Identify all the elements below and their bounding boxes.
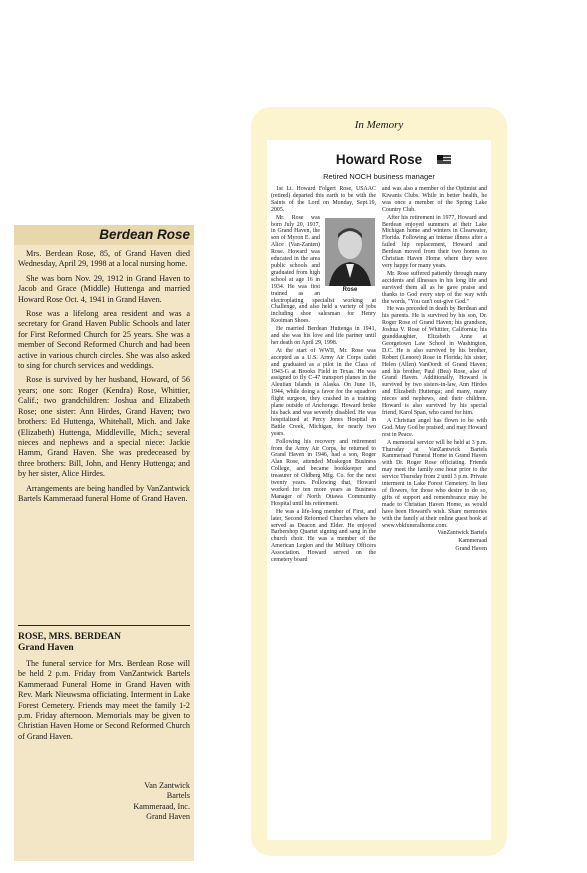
obituary-paragraph: She was born Nov. 29, 1912 in Grand Haven to Jacob and Grace (Middle) Huttenga and married Howard Rose Oct. 4, 1941 in Grand Haven.	[18, 273, 190, 304]
signature-line: Kammeraad, Inc.	[133, 801, 190, 811]
obituary-paragraph: A memorial service will be held at 3 p.m. Thursday at VanZantwick Bartels Kammeraad Funeral Home in Grand Haven with Dr. Roger Rose officiating. Friends may meet the family one hour prior to the service Thursday from 2 until 3 p.m. Private interment in Lake Forest Cemetery. In lieu of flowers, for those who desire to do so, gifts of support and remembrance may be made to Christian Haven Home, as would have been Howard's wish. Share memories with the family at their online guest book at www.vbkfuneralhome.com.	[382, 439, 487, 529]
in-memory-label: In Memory	[354, 119, 404, 131]
obituary-column-2	[382, 186, 487, 554]
obituary-paragraph: Mrs. Berdean Rose, 85, of Grand Haven died Wednesday, April 29, 1998 at a local nursing home.	[18, 249, 190, 269]
obituary-paragraph	[271, 215, 376, 326]
funeral-notice-body	[18, 659, 190, 746]
photo-caption: Rose	[342, 287, 358, 293]
funeral-home-signature: Grand Haven	[455, 546, 487, 553]
funeral-notice-text: The funeral service for Mrs. Berdean Rose will be held 2 p.m. Friday from VanZantwick Bartels Kammeraad Funeral Home in Grand Haven with Rev. Mark Nieuwsma officiating. Interment in Lake Forest Cemetery. Friends may meet the family 1-2 p.m. Friday afternoon. Memorials may be given to Christian Haven Home or Second Reformed Church of Grand Haven.	[18, 659, 190, 741]
obituary-paragraph: Rose was a lifelong area resident and was a secretary for Grand Haven Public Schools and later for First Reformed Church for 25 years. She was a member of Second Reformed Church and had been active in various church circles. She was also asked to sing for church services and weddings.	[18, 309, 190, 371]
obituary-paragraph: He was preceded in death by Berdean and his parents. He is survived by his son, Dr. Roger Rose of Grand Haven; his grandson, Joshua V. Rose of Whittier, California; his granddaughter, Elizabeth Anne at Georgetown Law School in Washington, D.C. He is also survived by his brother, Robert (Lenore) Rose in Florida; his sister, Helen (Allen) VanOordt of Grand Haven; and his brother, Paul (Bea) Rose, also of Grand Haven. Additionally, Howard is survived by two sisters-in-law, Ann Hirdes and Elizabeth Huttenga; and many, many nieces and nephews, and their children. Howard is also survived by his special friend, Karol Span, who cared for him.	[382, 306, 487, 416]
flag-icon	[437, 155, 451, 164]
obituary-paragraph: He was a life-long member of First, and later, Second Reformed Churches where he served as Deacon and Elder. He enjoyed Barbershop Quartet signing and sang in the church choir. He was a member of the American Legion and the Military Officers Association. Howard served on the cemetery board	[271, 508, 376, 564]
funeral-notice-city: Grand Haven	[18, 643, 74, 653]
signature-line: Van Zantwick	[144, 781, 190, 790]
obituary-paragraph: After his retirement in 1977, Howard and Berdean enjoyed summers at their Lake Michigan home and winters in Clearwater, Florida. Following an intense illness after a failed hip replacement, Howard and Berdean moved from their two homes to Christian Haven Home where they were very happy for many years.	[382, 214, 487, 269]
obituary-paragraph-text: Mr. Rose was born July 20, 1917, in Grand Haven, the son of Myron E. and Alice (Van-Zanten) Rose. Howard was educated in the area public schools and graduated from high school at age 16 in 1934. He was first trained as an electroplating specialist working at Challenge, and also held a variety of jobs including shoe salesman for Henry Kooiman Shoes.	[271, 214, 376, 325]
funeral-home-signature: Kammeraad	[458, 538, 487, 545]
obituary-body	[18, 249, 190, 508]
obituary-paragraph: Mr. Rose suffered patiently through many accidents and illnesses in his long life and survived them all as he gave praise and thanks to God every step of the way with the words, "You can't out-give God."	[382, 270, 487, 305]
obituary-paragraph: At the start of WWII, Mr. Rose was accepted as a U.S. Army Air Corps cadet and graduated as a pilot in the Class of 1943-G at Brooks Field in Texas. He was assigned to fly C-47 transport planes in the Aleutian Islands in Alaska. On June 16, 1944, while doing a favor for the squadron flight surgeon, they crashed in a training plane outside of Anchorage. Howard broke his back and was severely disabled. He was hospitalized at Percy Jones Hospital in Battle Creek, Michigan, for nearly two years.	[271, 347, 376, 437]
obituary-paragraph: Following his recovery and retirement from the Army Air Corps, he returned to Grand Haven in 1946, had a son, Roger Alan Rose, attended Muskegon Business College, and became bookkeeper and treasurer of Oldberg Mfg. Co. for the next twenty years. Following that, Howard worked for ten more years as Business Manager of North Ottawa Community Hospital until his retirement.	[271, 438, 376, 507]
obituary-name: Howard Rose	[335, 152, 423, 167]
obituary-paragraph: A Christian angel has flown to be with God. May God be praised, and may Howard rest in Peace.	[382, 417, 487, 438]
obituary-title: Berdean Rose	[99, 227, 190, 242]
obituary-column-1	[271, 186, 376, 565]
obituary-card	[267, 140, 491, 840]
funeral-home-signature: VanZantwick Bartels	[437, 530, 487, 537]
memorial-bookmark	[251, 107, 507, 856]
signature-line: Grand Haven	[146, 812, 190, 822]
funeral-home-signature	[18, 781, 190, 823]
signature-line: Bartels	[166, 791, 190, 801]
divider	[18, 625, 190, 626]
funeral-notice-name: ROSE, MRS. BERDEAN	[18, 632, 121, 642]
obituary-paragraph: 1st Lt. Howard Folgert Rose, USAAC (retired) departed this earth to be with the Saints of the Lord on Monday, Sept.19, 2005.	[271, 186, 376, 213]
obituary-paragraph: and was also a member of the Optimist and Kiwanis Clubs. While in better health, he was once a member of the Spring Lake Country Club.	[382, 186, 487, 213]
berdean-rose-clipping	[14, 225, 194, 861]
obituary-paragraph: Arrangements are being handled by VanZantwick Bartels Kammeraad funeral Home of Grand Haven.	[18, 483, 190, 503]
obituary-paragraph: He married Berdean Huttenga in 1941, and she was his love and life partner until her death on April 29, 1998.	[271, 326, 376, 346]
photo-spacer	[320, 215, 376, 295]
obituary-subtitle: Retired NOCH business manager	[323, 172, 435, 181]
obituary-paragraph: Rose is survived by her husband, Howard, of 56 years; one son: Roger (Kendra) Rose, Whittier, Calif.; two grandchildren: Joshua and Elizabeth Rose; one sister: Ann Hirdes, Grand Haven; two brothers: Ed Huttenga, Whitehall, Mich. and Jake (Elizabeth) Huttenga, Middleville, Mich.; several nieces and nephews and a special niece: Jackie Hamm, Grand Haven. She was predeceased by three brothers: Bill, John, and Henry Huttenga; and by her sister, Alice Hirdes.	[18, 375, 190, 479]
